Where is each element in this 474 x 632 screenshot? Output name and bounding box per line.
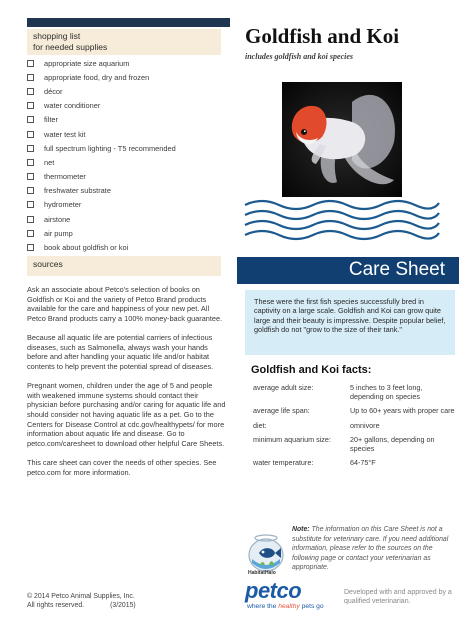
note-label: Note:	[292, 526, 310, 533]
checkbox[interactable]	[27, 201, 34, 208]
intro-box	[245, 290, 455, 355]
sources-paragraph: This care sheet can cover the needs of other species. See petco.com for more information.	[27, 458, 217, 477]
checklist-item[interactable]: appropriate size aquarium	[27, 56, 227, 70]
fact-label: diet:	[253, 420, 267, 430]
shopping-checklist	[27, 56, 227, 255]
checkbox[interactable]	[27, 60, 34, 67]
goldfish-photo	[282, 82, 402, 197]
sources-body	[27, 285, 227, 487]
copyright-line1: © 2014 Petco Animal Supplies, Inc.	[27, 593, 135, 600]
fact-label: water temperature:	[253, 458, 314, 468]
intro-text: These were the first fish species successfully bred in captivity on a large scale. Goldfish and Koi can grow quite large and their beauty is impressive. Despite popular belief, goldfish do not "grow to the size of their tank."	[254, 297, 446, 334]
checkbox[interactable]	[27, 131, 34, 138]
checklist-item[interactable]: freshwater substrate	[27, 184, 227, 198]
sources-paragraph: Ask an associate about Petco's selection of books on Goldfish or Koi and the variety of Petco Brand products available for the care and happiness of your new pet. All Petco Brand products carry a 100% money-back guarantee.	[27, 285, 223, 323]
checkbox[interactable]	[27, 116, 34, 123]
checklist-item[interactable]: air pump	[27, 226, 227, 240]
top-accent-bar	[27, 18, 230, 27]
checkbox[interactable]	[27, 230, 34, 237]
care-sheet-banner	[237, 257, 459, 284]
fact-label: average life span:	[253, 406, 310, 416]
fact-row	[253, 383, 458, 401]
checklist-item[interactable]: décor	[27, 84, 227, 98]
sources-paragraph: Because all aquatic life are potential carriers of infectious diseases, such as Salmonella, always wash your hands before and after handling your aquatic life and/or habitat contents to help prevent the potential spread of diseases.	[27, 333, 214, 371]
checkbox[interactable]	[27, 88, 34, 95]
fact-value: 5 inches to 3 feet long, depending on species	[350, 383, 423, 402]
vet-note	[292, 525, 452, 573]
petco-tagline: where the healthy pets go	[247, 603, 324, 610]
note-text: The information on this Care Sheet is not a substitute for veterinary care. If you need additional information, please refer to the sources on the following page or contact your veterinarian as appropriate.	[292, 526, 449, 571]
vet-approved-text: Developed with and approved by a qualified veterinarian.	[344, 589, 452, 605]
revision-date: (3/2015)	[110, 602, 136, 610]
checkbox[interactable]	[27, 187, 34, 194]
copyright-line2: All rights reserved.	[27, 602, 85, 610]
fact-value: 20+ gallons, depending on species	[350, 434, 435, 454]
fact-value: Up to 60+ years with proper care	[350, 406, 455, 416]
wave-decoration	[241, 197, 441, 245]
checklist-item[interactable]: net	[27, 155, 227, 169]
facts-heading: Goldfish and Koi facts:	[251, 364, 372, 376]
fact-label: average adult size:	[253, 383, 314, 392]
copyright-notice	[27, 592, 227, 610]
fact-row	[253, 406, 458, 415]
sources-paragraph: Pregnant women, children under the age of 5 and people with weakened immune systems should contact their physician before purchasing and/or caring for aquatic life and should consider not having aquatic life as a pet. Go to the Centers for Disease Control at cdc.gov/healthypets/ for more information about aquatic life and disease. Go to petco.com/caresheet to download other helpful Care Sheets.	[27, 381, 226, 448]
checkbox[interactable]	[27, 244, 34, 251]
checklist-item[interactable]: water test kit	[27, 127, 227, 141]
checkbox[interactable]	[27, 216, 34, 223]
page-subtitle: includes goldfish and koi species	[245, 52, 354, 61]
facts-table	[253, 383, 458, 472]
sources-heading: sources	[27, 256, 221, 276]
shopping-heading-line1: shopping list	[33, 31, 81, 41]
fact-value: omnivore	[350, 420, 380, 430]
checklist-item[interactable]: thermometer	[27, 170, 227, 184]
checklist-item[interactable]: water conditioner	[27, 99, 227, 113]
fact-row	[253, 435, 458, 453]
checklist-item[interactable]: book about goldfish or koi	[27, 240, 227, 254]
checklist-item[interactable]: airstone	[27, 212, 227, 226]
checkbox[interactable]	[27, 102, 34, 109]
shopping-heading-line2: for needed supplies	[33, 42, 108, 52]
checklist-item[interactable]: hydrometer	[27, 198, 227, 212]
checkbox[interactable]	[27, 145, 34, 152]
checklist-item[interactable]: appropriate food, dry and frozen	[27, 70, 227, 84]
fact-row	[253, 421, 458, 430]
care-sheet-label: Care Sheet	[348, 259, 445, 280]
petco-logo: petco	[245, 578, 302, 603]
checklist-item[interactable]: full spectrum lighting - T5 recommended	[27, 141, 227, 155]
checkbox[interactable]	[27, 173, 34, 180]
habitat-halo-logo-text: HabitatHalo	[248, 570, 276, 576]
shopping-list-heading	[27, 29, 221, 55]
checkbox[interactable]	[27, 159, 34, 166]
page-title: Goldfish and Koi	[245, 24, 400, 48]
fact-value: 64-75°F	[350, 458, 376, 468]
fact-row	[253, 458, 458, 467]
fact-label: minimum aquarium size:	[253, 434, 331, 444]
checklist-item[interactable]: filter	[27, 113, 227, 127]
checkbox[interactable]	[27, 74, 34, 81]
